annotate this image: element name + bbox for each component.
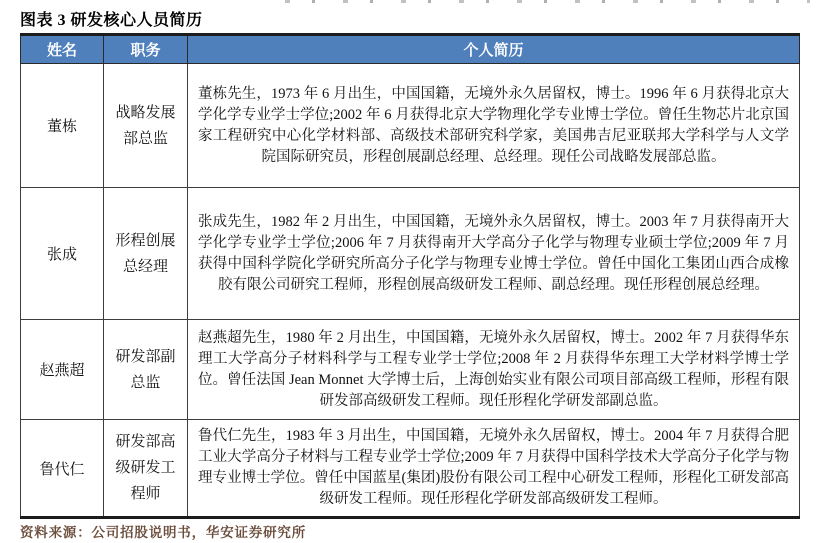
bio-cell: 赵燕超先生，1980 年 2 月出生，中国国籍，无境外永久居留权，博士。2002 年 7 月获得华东理工大学高分子材料科学与工程专业学士学位;2008 年 2 月获得华东理工大学材料学博士学位。曾任法国 Jean Monnet 大学博士后，上海创始实业有限公司项目部高级工程师，形程有限研发部高级研发工程师。现任形程化学研发部副总监。 — [188, 320, 800, 420]
table-row — [21, 320, 800, 420]
name-cell: 鲁代仁 — [21, 420, 104, 518]
name-cell: 董栋 — [21, 64, 104, 188]
name-cell: 赵燕超 — [21, 320, 104, 420]
bio-cell: 董栋先生，1973 年 6 月出生，中国国籍，无境外永久居留权，博士。1996 年 6 月获得北京大学化学专业学士学位;2002 年 6 月获得北京大学物理化学专业博士学位。曾任生物芯片北京国家工程研究中心化学材料部、高级技术部研究科学家，美国弗吉尼亚联邦大学科学与人文学院国际研究员，形程创展副总经理、总经理。现任公司战略发展部总监。 — [188, 64, 800, 188]
clipped-text-artifact — [285, 0, 810, 3]
bio-cell: 张成先生，1982 年 2 月出生，中国国籍，无境外永久居留权，博士。2003 年 7 月获得南开大学化学专业学士学位;2006 年 7 月获得南开大学高分子化学与物理专业硕士学位;2009 年 7 月获得中国科学院化学研究所高分子化学与物理专业博士学位。曾任中国化工集团山西合成橡胶有限公司研究工程师，形程创展高级研发工程师、副总经理。现任形程创展总经理。 — [188, 188, 800, 320]
bio-cell: 鲁代仁先生，1983 年 3 月出生，中国国籍，无境外永久居留权，博士。2004 年 7 月获得合肥工业大学高分子材料与工程专业学士学位;2009 年 7 月获得中国科学技术大学高分子化学与物理专业博士学位。曾任中国蓝星(集团)股份有限公司工程中心研发工程师，形程化工研发部高级研发工程师。现任形程化学研发部高级研发工程师。 — [188, 420, 800, 518]
table-row — [21, 420, 800, 518]
table-row — [21, 188, 800, 320]
position-cell: 研发部副总监 — [104, 320, 188, 420]
table-header-row — [21, 35, 800, 64]
header-position: 职务 — [104, 35, 188, 64]
name-cell: 张成 — [21, 188, 104, 320]
table-row — [21, 64, 800, 188]
position-cell: 战略发展部总监 — [104, 64, 188, 188]
resume-table — [20, 33, 800, 519]
position-cell: 研发部高级研发工程师 — [104, 420, 188, 518]
figure-title: 图表 3 研发核心人员简历 — [20, 12, 203, 29]
header-name: 姓名 — [21, 35, 104, 64]
header-bio: 个人简历 — [188, 35, 800, 64]
data-source-note: 资料来源：公司招股说明书，华安证券研究所 — [20, 525, 306, 540]
position-cell: 形程创展总经理 — [104, 188, 188, 320]
